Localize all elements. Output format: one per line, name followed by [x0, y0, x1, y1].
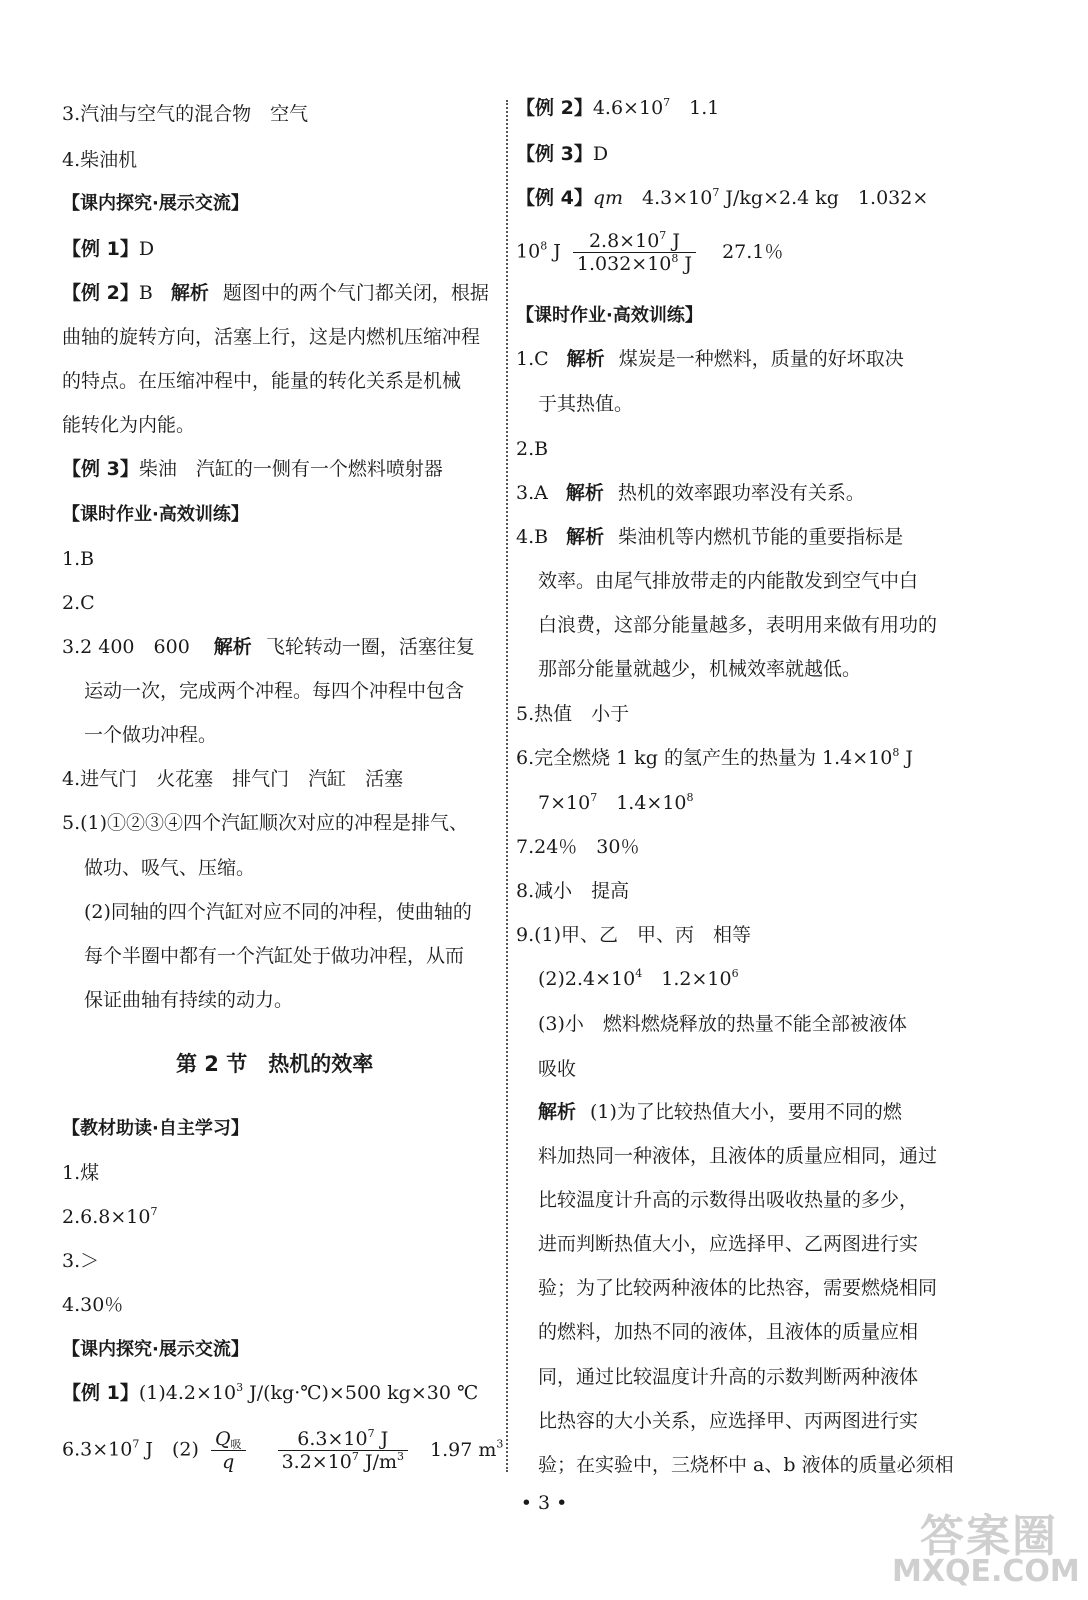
answer-value: (2)2.4×10 [538, 968, 636, 990]
exponent: 7 [132, 1437, 140, 1451]
example-tag: 【例 1】 [62, 1382, 139, 1404]
exponent: 7 [590, 791, 598, 804]
analysis-label: 解析 [170, 282, 209, 304]
analysis-label: 解析 [213, 636, 252, 658]
answer-line [62, 635, 475, 659]
answer-line: 3.＞ [62, 1250, 100, 1272]
analysis-label: 解析 [538, 1101, 577, 1123]
analysis-text: 比较温度计升高的示数得出吸收热量的多少， [538, 1189, 919, 1211]
analysis-text: (1)为了比较热值大小，要用不同的燃 [590, 1101, 902, 1123]
formula-text: J/kg×2.4 kg 1.032× [719, 187, 929, 209]
formula-text: J (2) [139, 1438, 199, 1461]
exponent: 6 [731, 967, 739, 980]
formula-line [62, 1428, 503, 1473]
answer-line: 2.C [62, 592, 95, 614]
example-line [516, 142, 608, 166]
analysis-label: 解析 [566, 526, 605, 548]
answer-line: 1.B [62, 548, 95, 570]
example-tag: 【例 2】 [516, 97, 593, 119]
answer-line [62, 1205, 157, 1229]
analysis-label: 解析 [565, 482, 604, 504]
example-tag: 【例 3】 [516, 143, 593, 165]
answer-value: 4.B [516, 526, 549, 548]
answer-line: (3)小 燃料燃烧释放的热量不能全部被液体 [538, 1013, 907, 1035]
example-answer: 柴油 汽缸的一侧有一个燃料喷射器 [138, 458, 443, 480]
example-answer: D [138, 238, 155, 260]
example-tag: 【例 2】 [62, 282, 139, 304]
exponent: 3 [396, 1450, 404, 1463]
formula-text: 6.3×10 [297, 1428, 368, 1450]
formula-text: qm [592, 187, 624, 209]
formula-text: 6.3×10 [62, 1438, 133, 1461]
analysis-text: 煤炭是一种燃料，质量的好坏取决 [618, 348, 904, 370]
watermark-text: 答案圈 [920, 1511, 1058, 1562]
section-header: 【课内探究·展示交流】 [62, 193, 249, 214]
answer-line: 保证曲轴有持续的动力。 [84, 989, 294, 1011]
formula-text: J [547, 240, 561, 263]
formula-text: 10 [516, 240, 541, 263]
answer-line: 7.24％ 30％ [516, 836, 640, 858]
formula-text: 2.8×10 [588, 230, 660, 252]
answer-line [538, 791, 694, 815]
formula-text: Q [214, 1428, 231, 1450]
section-header: 【课时作业·高效训练】 [516, 305, 703, 326]
answer-value: 1.4×10 [597, 792, 687, 814]
analysis-text: 的特点。在压缩冲程中，能量的转化关系是机械 [62, 370, 462, 392]
answer-line: (2)同轴的四个汽缸对应不同的冲程，使曲轴的 [84, 901, 472, 923]
analysis-text: 同，通过比较温度计升高的示数判断两种液体 [538, 1366, 919, 1388]
analysis-text: 热机的效率跟功率没有关系。 [617, 482, 865, 504]
exponent: 7 [659, 229, 667, 242]
analysis-line [538, 1100, 902, 1124]
answer-value: 3.2 400 600 [62, 636, 190, 658]
answer-line [516, 481, 865, 505]
example-line [516, 186, 928, 210]
subscript: 吸 [230, 1438, 242, 1451]
formula-text: 3.2×10 [281, 1451, 352, 1473]
exponent: 7 [150, 1205, 158, 1218]
example-line [516, 96, 719, 120]
watermark-url: MXQE.COM [892, 1554, 1080, 1589]
analysis-text: 白浪费，这部分能量越多，表明用来做有用功的 [538, 614, 938, 636]
answer-line: 8.减小 提高 [516, 880, 630, 902]
answer-value: 1.2×10 [642, 968, 732, 990]
exponent: 7 [663, 96, 671, 109]
page-number: • 3 • [520, 1492, 568, 1514]
example-line [62, 1381, 478, 1405]
exponent: 7 [712, 186, 720, 199]
answer-value: J [899, 747, 914, 769]
analysis-text: 的燃料，加热不同的液体，且液体的质量应相 [538, 1321, 919, 1343]
exponent: 8 [892, 746, 900, 759]
answer-line: 做功、吸气、压缩。 [84, 857, 256, 879]
answer-value: 7×10 [538, 792, 591, 814]
analysis-text: 题图中的两个气门都关闭，根据 [222, 282, 489, 304]
answer-line: 2.B [516, 438, 549, 460]
answer-value: 6.完全燃烧 1 kg 的氢产生的热量为 1.4×10 [516, 747, 893, 769]
formula-text: (1)4.2×10 [138, 1382, 237, 1404]
fraction-q-over-q [211, 1428, 246, 1473]
watermark-logo [880, 1500, 1080, 1592]
answer-value: 2.6.8×10 [62, 1206, 151, 1228]
answer-line: 5.热值 小于 [516, 703, 630, 725]
answer-line: 4.进气门 火花塞 排气门 汽缸 活塞 [62, 768, 404, 790]
answer-line: 5.(1)①②③④四个汽缸顺次对应的冲程是排气、 [62, 812, 469, 834]
answer-value: 3.A [516, 482, 548, 504]
analysis-text: 飞轮转动一圈，活塞往复 [265, 636, 475, 658]
example-answer: B [138, 282, 153, 304]
analysis-text: 进而判断热值大小，应选择甲、乙两图进行实 [538, 1233, 919, 1255]
exponent: 8 [671, 252, 679, 265]
example-line [62, 457, 443, 481]
section-header: 【课时作业·高效训练】 [62, 504, 249, 525]
exponent: 3 [496, 1437, 504, 1451]
formula-text: J/m [358, 1451, 397, 1473]
answer-line: 4.30％ [62, 1294, 124, 1316]
section-header: 【教材助读·自主学习】 [62, 1118, 249, 1139]
formula-text: 1.97 m [430, 1438, 497, 1461]
analysis-text: 比热容的大小关系，应选择甲、丙两图进行实 [538, 1410, 919, 1432]
answer-line [516, 746, 913, 770]
example-line [62, 237, 154, 261]
answer-line: 3.汽油与空气的混合物 空气 [62, 103, 309, 125]
example-tag: 【例 4】 [516, 187, 593, 209]
analysis-text: 能转化为内能。 [62, 414, 196, 436]
answer-line: 4.柴油机 [62, 149, 138, 171]
answer-line [516, 525, 903, 549]
exponent: 7 [351, 1450, 359, 1463]
analysis-text: 一个做功冲程。 [84, 724, 218, 746]
exponent: 7 [367, 1427, 375, 1440]
analysis-text: 验；为了比较两种液体的比热容，需要燃烧相同 [538, 1277, 938, 1299]
analysis-text: 柴油机等内燃机节能的重要指标是 [618, 526, 904, 548]
fraction-heat-value [278, 1428, 408, 1473]
analysis-text: 于其热值。 [538, 393, 634, 415]
fraction-efficiency [573, 230, 696, 275]
column-divider [506, 100, 508, 1472]
answer-value: 1.C [516, 348, 549, 370]
formula-line [516, 230, 783, 275]
example-line [62, 281, 489, 305]
formula-text: q [222, 1451, 235, 1473]
analysis-text: 运动一次，完成两个冲程。每四个冲程中包含 [84, 680, 465, 702]
answer-line [516, 347, 904, 371]
analysis-text: 那部分能量就越少，机械效率就越低。 [538, 658, 862, 680]
formula-text: J [374, 1428, 389, 1450]
formula-text: J [678, 253, 693, 275]
formula-text: 1.1 [670, 97, 720, 119]
analysis-text: 曲轴的旋转方向，活塞上行，这是内燃机压缩冲程 [62, 326, 481, 348]
analysis-text: 料加热同一种液体，且液体的质量应相同，通过 [538, 1145, 938, 1167]
formula-text: 4.6×10 [592, 97, 664, 119]
exponent: 4 [635, 967, 643, 980]
section-header: 【课内探究·展示交流】 [62, 1339, 249, 1360]
answer-line: 1.煤 [62, 1162, 100, 1184]
answer-line: 吸收 [538, 1058, 577, 1080]
analysis-text: 效率。由尾气排放带走的内能散发到空气中白 [538, 570, 919, 592]
exponent: 3 [236, 1381, 244, 1394]
formula-text: 4.3×10 [623, 187, 713, 209]
formula-text: J/(kg·℃)×500 kg×30 ℃ [243, 1382, 479, 1404]
formula-text: J [666, 230, 680, 252]
analysis-label: 解析 [566, 348, 605, 370]
exponent: 8 [686, 791, 694, 804]
section-title: 第 2 节 热机的效率 [176, 1052, 374, 1076]
example-answer: D [592, 143, 609, 165]
answer-line: 9.(1)甲、乙 甲、丙 相等 [516, 924, 752, 946]
formula-text: 27.1％ [722, 240, 784, 263]
answer-line [538, 967, 739, 991]
example-tag: 【例 3】 [62, 458, 139, 480]
exponent: 8 [540, 239, 548, 253]
example-tag: 【例 1】 [62, 238, 139, 260]
formula-text: 1.032×10 [576, 253, 672, 275]
answer-line: 每个半圈中都有一个汽缸处于做功冲程，从而 [84, 945, 465, 967]
analysis-text: 验；在实验中，三烧杯中 a、b 液体的质量必须相 [538, 1454, 954, 1476]
